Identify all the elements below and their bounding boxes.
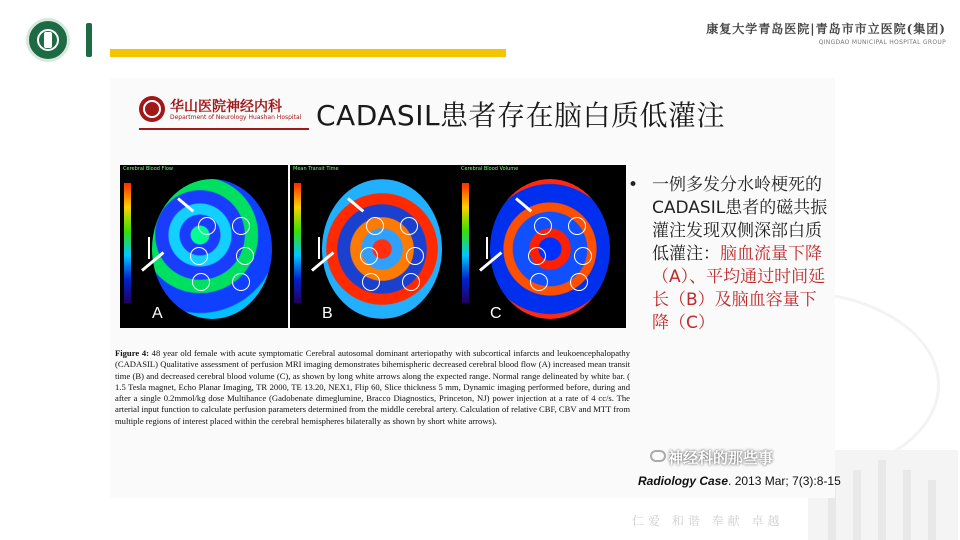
- color-scale-bar: [124, 183, 131, 303]
- color-scale-bar: [462, 183, 469, 303]
- hospital-logo: [26, 18, 70, 62]
- huashan-underline: [139, 128, 309, 130]
- hospital-header: [706, 20, 946, 46]
- scan-a-label: Cerebral Blood Flow: [123, 166, 173, 172]
- bullet-dot-icon: •: [628, 175, 639, 195]
- scan-b-label: Mean Transit Time: [293, 166, 339, 172]
- bullet-text-red: 脑血流量下降（A）、平均通过时间延长（B）及脑血容量下降（C）: [652, 244, 826, 333]
- color-scale-bar: [294, 183, 301, 303]
- mri-scan-a: [120, 165, 288, 328]
- citation: [638, 474, 841, 488]
- huashan-logo: [139, 96, 165, 122]
- hospital-name-en: QINGDAO MUNICIPAL HOSPITAL GROUP: [818, 39, 946, 46]
- mri-scan-b: [290, 165, 458, 328]
- header-accent-bar: [86, 23, 92, 57]
- figure-caption-text: 48 year old female with acute symptomatic Cerebral autosomal dominant arteriopathy with subcortical infarcts and leukoencephalopathy (CADASIL) Qualitative assessment of perfusion MRI imaging demonstrates bihemispheric decreased cerebral blood flow (A) increased mean transit time (B) and decreased cerebral blood volume (C), as shown by long white arrows along the expected range. Normal range delineated by white bar. ( 1.5 Tesla magnet, Echo Planar Imaging, TR 2000, TE 13.20, NEX1, Flip 60, Slice thickness 5 mm, Dynamic imaging performed before, during and after a single 0.2mmol/kg dose Multihance (Gadobenate dimeglumine, Bracco Diagnostics, Princeton, NJ) power injection at a rate of 4 cc/s. The arterial input function to calculate perfusion parameters determined from the middle cerebral artery. Calculation of relative CBF, CBV and MTT from multiple regions of interest placed within the cerebral hemispheres bilaterally as shown by short white arrows).: [115, 348, 630, 426]
- brain-perfusion-map: [322, 179, 442, 319]
- brain-perfusion-map: [152, 179, 272, 319]
- brain-perfusion-map: [490, 179, 610, 319]
- citation-ref: . 2013 Mar; 7(3):8-15: [728, 474, 841, 488]
- slide-title: CADASIL患者存在脑白质低灌注: [316, 99, 726, 132]
- scan-letter: B: [322, 305, 333, 322]
- scan-letter: C: [490, 305, 502, 322]
- scan-letter: A: [152, 305, 163, 322]
- bullet-text-black: 一例多发分水岭梗死的CADASIL患者的磁共振灌注发现双侧深部白质低灌注：: [652, 175, 828, 264]
- normal-range-bar: [148, 237, 150, 259]
- huashan-dept-name: 华山医院神经内科: [170, 99, 282, 115]
- citation-journal: Radiology Case: [638, 474, 729, 488]
- hospital-motto: 仁爱 和谐 奉献 卓越: [632, 514, 784, 528]
- normal-range-bar: [318, 237, 320, 259]
- scan-c-label: Cerebral Blood Volume: [461, 166, 519, 172]
- hospital-name: 康复大学青岛医院|青岛市市立医院(集团): [706, 22, 946, 36]
- header-yellow-line: [110, 49, 506, 57]
- huashan-dept-en: Department of Neurology Huashan Hospital: [170, 114, 302, 121]
- bullet-point: [628, 174, 833, 335]
- wechat-account-label: 神经科的那些事: [668, 449, 774, 467]
- mri-scan-c: [458, 165, 626, 328]
- figure-label: Figure 4:: [115, 348, 149, 358]
- normal-range-bar: [486, 237, 488, 259]
- wechat-icon: [650, 450, 666, 462]
- figure-caption: [115, 348, 630, 427]
